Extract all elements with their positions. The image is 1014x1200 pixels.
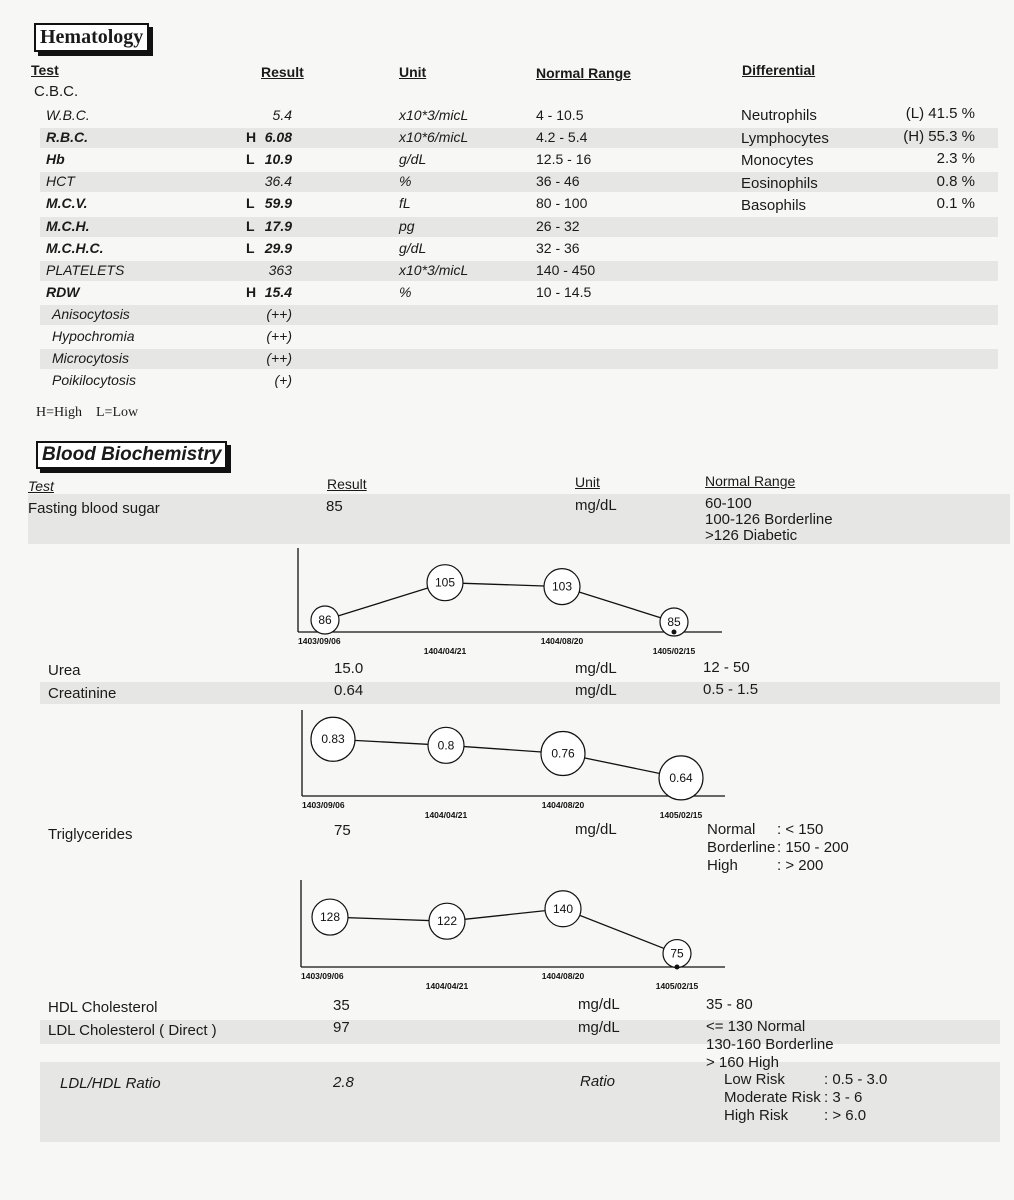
- trend-chart-1: [302, 710, 725, 820]
- hem-unit: g/dL: [399, 240, 427, 256]
- chart-data-label: 0.76: [551, 746, 575, 761]
- urea-test: Urea: [48, 662, 81, 679]
- trend-chart-0: [298, 548, 722, 656]
- hem-unit: g/dL: [399, 151, 427, 167]
- hem-flag: H: [246, 129, 257, 145]
- hematology-title: Hematology: [34, 23, 149, 52]
- hem-unit: x10*6/micL: [399, 129, 469, 145]
- hem-test-name: M.C.V.: [46, 195, 88, 211]
- hem-result: (++): [266, 350, 292, 366]
- hem-range: 36 - 46: [536, 173, 580, 189]
- hem-range: 140 - 450: [536, 262, 596, 278]
- differential-value: 2.3 %: [936, 150, 975, 167]
- chart-data-label: 128: [319, 910, 341, 925]
- chart-data-label: 0.8: [437, 738, 455, 753]
- chart-point-dot: [672, 630, 677, 635]
- hem-test-name: Poikilocytosis: [52, 372, 137, 388]
- hem-range: 26 - 32: [536, 218, 580, 234]
- hem-test-name: R.B.C.: [46, 129, 88, 145]
- differential-name: Lymphocytes: [741, 129, 829, 147]
- hem-unit: %: [399, 284, 412, 300]
- ratio-range: Low Risk : 0.5 - 3.0 Moderate Risk : 3 - 6 High Risk : > 6.0: [724, 1071, 888, 1124]
- chart-data-label: 0.83: [321, 732, 345, 747]
- chart-series-line: [325, 583, 674, 622]
- hem-range: 12.5 - 16: [536, 151, 592, 167]
- hem-flag: H: [246, 284, 257, 300]
- hem-unit: fL: [399, 195, 411, 211]
- hem-unit: x10*3/micL: [399, 262, 469, 278]
- chart-data-label: 103: [551, 579, 573, 594]
- creatinine-test: Creatinine: [48, 685, 117, 702]
- hem-result: 363: [268, 262, 292, 278]
- differential-value: 0.8 %: [936, 172, 975, 190]
- hdl-unit: mg/dL: [578, 996, 620, 1013]
- chart-x-tick-label: 1404/08/20: [541, 971, 585, 981]
- hem-test-name: M.C.H.C.: [46, 240, 104, 256]
- chart-data-label: 85: [667, 615, 681, 629]
- chart-data-label: 140: [552, 901, 574, 916]
- tg-range: Normal : < 150 Borderline : 150 - 200 High : > 200: [707, 821, 849, 874]
- hem-result: (++): [266, 306, 292, 322]
- chart-data-label: 0.64: [669, 770, 693, 785]
- differential-value: 0.1 %: [936, 195, 975, 212]
- chart-x-tick-label: 1405/02/15: [652, 646, 696, 656]
- chart-data-label: 105: [434, 575, 456, 590]
- ldl-unit: mg/dL: [578, 1019, 620, 1036]
- fbs-result: 85: [326, 498, 343, 515]
- chart-x-tick-label: 1403/09/06: [298, 636, 341, 646]
- hem-header-normal-range: Normal Range: [536, 65, 631, 81]
- hem-result: (++): [266, 328, 292, 344]
- hem-result: 59.9: [264, 195, 292, 211]
- ldl-range: <= 130 Normal 130-160 Borderline > 160 High: [706, 1018, 834, 1071]
- hem-range: 80 - 100: [536, 195, 588, 211]
- chart-x-tick-label: 1404/08/20: [540, 636, 584, 646]
- hdl-result: 35: [333, 997, 350, 1014]
- chart-x-tick-label: 1405/02/15: [659, 810, 703, 820]
- creatinine-range: 0.5 - 1.5: [703, 681, 759, 698]
- hem-result: 10.9: [264, 151, 292, 167]
- creatinine-result: 0.64: [334, 682, 364, 699]
- chart-point-dot: [675, 965, 680, 970]
- urea-result: 15.0: [334, 660, 364, 677]
- hem-flag: L: [246, 195, 255, 211]
- hem-flag: L: [246, 240, 255, 256]
- hem-test-name: Anisocytosis: [52, 306, 130, 322]
- chart-data-label: 75: [670, 946, 684, 961]
- chart-x-tick-label: 1403/09/06: [302, 800, 345, 810]
- chart-x-tick-label: 1404/04/21: [423, 646, 467, 656]
- hem-test-name: M.C.H.: [46, 218, 90, 234]
- ratio-result: 2.8: [333, 1074, 354, 1091]
- hem-flag: L: [246, 218, 255, 234]
- hem-result: 36.4: [264, 173, 292, 189]
- hem-header-result: Result: [261, 64, 304, 80]
- chart-x-tick-label: 1405/02/15: [655, 981, 699, 991]
- differential-value: (H) 55.3 %: [903, 127, 975, 145]
- tg-unit: mg/dL: [575, 821, 617, 838]
- ldl-test: LDL Cholesterol ( Direct ): [48, 1022, 217, 1039]
- hem-unit: pg: [399, 218, 415, 234]
- hem-unit: %: [399, 173, 412, 189]
- hem-unit: x10*3/micL: [399, 107, 469, 123]
- chart-series-line: [333, 739, 681, 778]
- hem-header-unit: Unit: [399, 64, 427, 80]
- differential-value: (L) 41.5 %: [905, 105, 975, 122]
- chart-x-tick-label: 1404/04/21: [424, 810, 468, 820]
- hem-test-name: HCT: [46, 173, 75, 189]
- cbc-group-label: C.B.C.: [34, 83, 79, 100]
- ldl-result: 97: [333, 1019, 350, 1036]
- ratio-test: LDL/HDL Ratio: [60, 1075, 161, 1092]
- chart-series-line: [330, 909, 677, 954]
- hem-result: 15.4: [264, 284, 292, 300]
- differential-name: Eosinophils: [741, 174, 818, 192]
- hem-test-name: Hypochromia: [52, 328, 135, 344]
- urea-range: 12 - 50: [703, 659, 750, 676]
- hem-test-name: RDW: [46, 284, 80, 300]
- hem-result: 29.9: [264, 240, 292, 256]
- hem-test-name: Hb: [46, 151, 65, 167]
- hem-test-name: PLATELETS: [46, 262, 125, 278]
- hem-result: (+): [274, 372, 292, 388]
- hem-range: 4.2 - 5.4: [536, 129, 588, 145]
- hem-result: 6.08: [264, 129, 292, 145]
- chart-x-tick-label: 1403/09/06: [301, 971, 344, 981]
- hdl-test: HDL Cholesterol: [48, 999, 158, 1016]
- differential-name: Monocytes: [741, 152, 814, 169]
- creatinine-unit: mg/dL: [575, 682, 617, 699]
- hem-test-name: Microcytosis: [52, 350, 130, 366]
- hem-header-differential: Differential: [742, 62, 816, 78]
- tg-result: 75: [334, 822, 351, 839]
- tg-test: Triglycerides: [48, 826, 133, 843]
- chart-data-label: 122: [436, 914, 458, 929]
- bio-header-normal-range: Normal Range: [705, 473, 796, 489]
- trend-chart-2: [301, 880, 725, 991]
- hem-header-test: Test: [31, 62, 59, 78]
- hem-range: 4 - 10.5: [536, 107, 584, 123]
- hem-result: 17.9: [264, 218, 292, 234]
- bio-header-test: Test: [28, 478, 54, 494]
- bio-header-unit: Unit: [575, 474, 600, 490]
- fbs-test: Fasting blood sugar: [28, 500, 160, 517]
- urea-unit: mg/dL: [575, 660, 617, 677]
- chart-data-label: 86: [318, 613, 332, 628]
- hem-result: 5.4: [272, 107, 292, 123]
- fbs-unit: mg/dL: [575, 497, 617, 514]
- flag-legend: H=High L=Low: [36, 405, 139, 420]
- hdl-range: 35 - 80: [706, 996, 753, 1013]
- chart-x-tick-label: 1404/08/20: [541, 800, 585, 810]
- biochemistry-title: Blood Biochemistry: [36, 441, 227, 469]
- differential-name: Basophils: [741, 197, 807, 214]
- chart-x-tick-label: 1404/04/21: [425, 981, 469, 991]
- ratio-unit: Ratio: [580, 1073, 616, 1090]
- hem-range: 32 - 36: [536, 240, 580, 256]
- hem-test-name: W.B.C.: [46, 107, 90, 123]
- bio-header-result: Result: [327, 476, 367, 492]
- hem-flag: L: [246, 151, 255, 167]
- hem-range: 10 - 14.5: [536, 284, 592, 300]
- fbs-range: 60-100 100-126 Borderline >126 Diabetic: [705, 495, 833, 544]
- differential-name: Neutrophils: [741, 107, 817, 124]
